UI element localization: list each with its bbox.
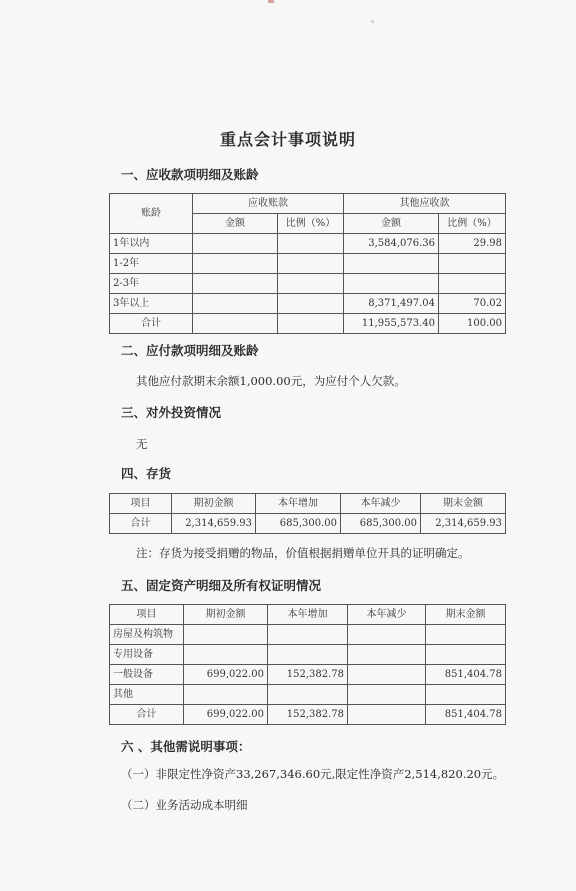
section-6-heading: 六 、其他需说明事项： xyxy=(121,739,251,754)
table-header-row xyxy=(110,605,506,625)
table-row xyxy=(110,645,506,665)
cell-item: 房屋及构筑物 xyxy=(110,625,184,645)
header-age: 账龄 xyxy=(110,194,193,234)
cell-closing: 851,404.78 xyxy=(426,705,506,725)
table-total-row xyxy=(110,514,506,534)
section-4-heading: 四、存货 xyxy=(121,466,172,481)
cell-other-amount xyxy=(344,254,439,274)
header-ar-amount: 金额 xyxy=(193,214,278,234)
page-title: 重点会计事项说明 xyxy=(219,130,356,149)
cell-increase xyxy=(268,625,348,645)
cell-increase: 685,300.00 xyxy=(256,514,341,534)
cell-other-ratio: 70.02 xyxy=(439,294,506,314)
header-increase: 本年增加 xyxy=(256,494,341,514)
cell-opening: 699,022.00 xyxy=(184,665,268,685)
investment-note: 无 xyxy=(136,437,148,451)
table-header-row xyxy=(110,494,506,514)
cell-opening: 2,314,659.93 xyxy=(172,514,256,534)
table-row xyxy=(110,234,506,254)
cell-ar-ratio xyxy=(278,234,344,254)
cell-closing: 851,404.78 xyxy=(426,665,506,685)
table-header-row xyxy=(110,194,506,214)
cell-age: 1-2年 xyxy=(110,254,193,274)
cell-ar-amount xyxy=(193,274,278,294)
cell-age: 合计 xyxy=(110,314,193,334)
cell-other-amount: 8,371,497.04 xyxy=(344,294,439,314)
table-total-row xyxy=(110,705,506,725)
cell-other-amount: 3,584,076.36 xyxy=(344,234,439,254)
cell-ar-amount xyxy=(193,234,278,254)
table-row xyxy=(110,625,506,645)
table-row xyxy=(110,274,506,294)
cell-other-ratio: 100.00 xyxy=(439,314,506,334)
table-total-row xyxy=(110,314,506,334)
header-other-ratio: 比例（%） xyxy=(439,214,506,234)
header-item: 项目 xyxy=(110,605,184,625)
cell-other-ratio: 29.98 xyxy=(439,234,506,254)
fixed-assets-table xyxy=(109,604,506,725)
cell-ar-ratio xyxy=(278,314,344,334)
header-other-amount: 金额 xyxy=(344,214,439,234)
cell-ar-ratio xyxy=(278,274,344,294)
header-ar-ratio: 比例（%） xyxy=(278,214,344,234)
cell-other-amount: 11,955,573.40 xyxy=(344,314,439,334)
header-decrease: 本年减少 xyxy=(348,605,426,625)
cell-decrease xyxy=(348,705,426,725)
scan-mark xyxy=(268,0,274,3)
cell-closing xyxy=(426,625,506,645)
cell-opening xyxy=(184,645,268,665)
cell-closing xyxy=(426,645,506,665)
cell-item: 合计 xyxy=(110,514,172,534)
cell-opening: 699,022.00 xyxy=(184,705,268,725)
cell-item: 其他 xyxy=(110,685,184,705)
cell-other-ratio xyxy=(439,274,506,294)
header-accounts-receivable: 应收账款 xyxy=(193,194,344,214)
cell-item: 专用设备 xyxy=(110,645,184,665)
header-decrease: 本年减少 xyxy=(341,494,421,514)
cell-other-amount xyxy=(344,274,439,294)
header-opening: 期初金额 xyxy=(184,605,268,625)
cell-decrease xyxy=(348,625,426,645)
section-1-heading: 一、应收款项明细及账龄 xyxy=(121,167,259,182)
cell-ar-amount xyxy=(193,254,278,274)
header-other-receivables: 其他应收款 xyxy=(344,194,506,214)
cell-opening xyxy=(184,625,268,645)
table-row xyxy=(110,685,506,705)
cell-decrease xyxy=(348,645,426,665)
net-assets-note: （一）非限定性净资产33,267,346.60元,限定性净资产2,514,820.20元。 xyxy=(121,767,505,781)
cell-age: 3年以上 xyxy=(110,294,193,314)
cell-age: 1年以内 xyxy=(110,234,193,254)
section-2-heading: 二、应付款项明细及账龄 xyxy=(121,343,259,358)
cell-closing xyxy=(426,685,506,705)
receivables-table xyxy=(109,193,506,334)
header-closing: 期末金额 xyxy=(426,605,506,625)
cell-increase: 152,382.78 xyxy=(268,705,348,725)
cell-decrease: 685,300.00 xyxy=(341,514,421,534)
cell-closing: 2,314,659.93 xyxy=(421,514,506,534)
inventory-note: 注：存货为接受捐赠的物品，价值根据捐赠单位开具的证明确定。 xyxy=(136,546,470,560)
cell-decrease xyxy=(348,665,426,685)
header-item: 项目 xyxy=(110,494,172,514)
payables-note: 其他应付款期末余额1,000.00元，为应付个人欠款。 xyxy=(136,374,406,388)
table-row xyxy=(110,254,506,274)
table-row xyxy=(110,665,506,685)
cell-age: 2-3年 xyxy=(110,274,193,294)
cell-ar-amount xyxy=(193,314,278,334)
inventory-table xyxy=(109,493,506,534)
cell-item: 一般设备 xyxy=(110,665,184,685)
cell-item: 合计 xyxy=(110,705,184,725)
cell-ar-ratio xyxy=(278,294,344,314)
scan-speck: ◦ xyxy=(370,18,376,28)
header-closing: 期末金额 xyxy=(421,494,506,514)
cell-other-ratio xyxy=(439,254,506,274)
table-row xyxy=(110,294,506,314)
cell-decrease xyxy=(348,685,426,705)
business-cost-heading: （二）业务活动成本明细 xyxy=(121,798,248,812)
cell-increase: 152,382.78 xyxy=(268,665,348,685)
header-increase: 本年增加 xyxy=(268,605,348,625)
section-5-heading: 五、固定资产明细及所有权证明情况 xyxy=(121,578,322,593)
cell-increase xyxy=(268,685,348,705)
header-opening: 期初金额 xyxy=(172,494,256,514)
cell-ar-amount xyxy=(193,294,278,314)
cell-increase xyxy=(268,645,348,665)
cell-ar-ratio xyxy=(278,254,344,274)
section-3-heading: 三、对外投资情况 xyxy=(121,405,222,420)
cell-opening xyxy=(184,685,268,705)
